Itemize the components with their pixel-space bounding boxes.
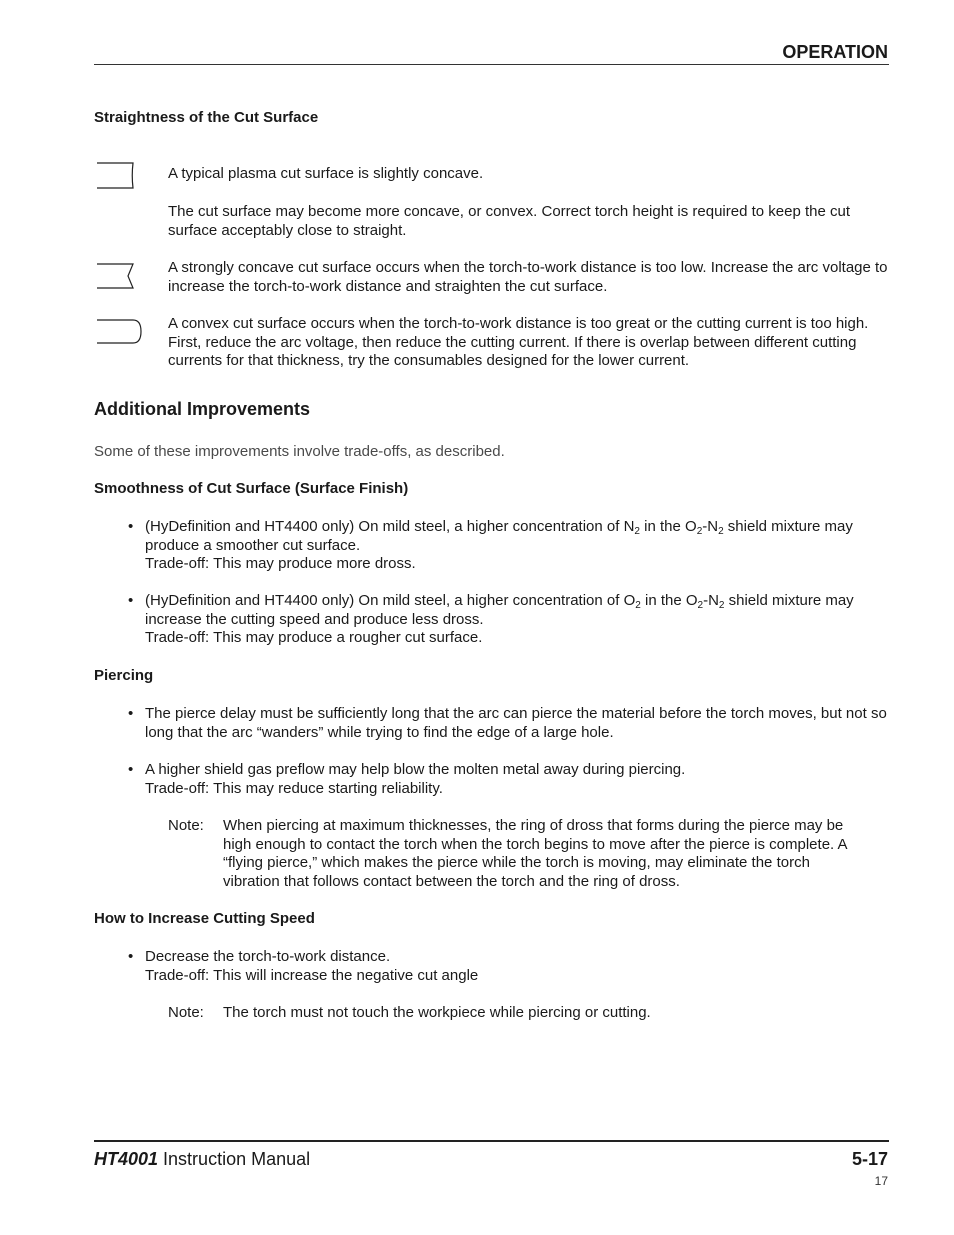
additional-intro: Some of these improvements involve trade-offs, as described. <box>94 443 505 460</box>
straightness-heading: Straightness of the Cut Surface <box>94 109 319 126</box>
footer-manual-title: HT4001 Instruction Manual <box>94 1149 311 1169</box>
tradeoff-text: Trade-off: This may produce a rougher cut surface. <box>145 629 483 646</box>
piercing-note <box>168 817 868 897</box>
bullet-marker: • <box>128 948 134 965</box>
list-item <box>128 705 888 745</box>
bullet-text: Decrease the torch-to-work distance. Trade-off: This will increase the negative cut angle <box>145 948 479 984</box>
bullet-text: A higher shield gas preflow may help blow the molten metal away during piercing. Trade-off: This may reduce starting reliability. <box>145 761 686 797</box>
tradeoff-text: Trade-off: This may reduce starting reliability. <box>145 779 443 797</box>
tradeoff-text: Trade-off: This may produce more dross. <box>145 555 416 572</box>
smoothness-heading: Smoothness of Cut Surface (Surface Finish) <box>94 480 409 497</box>
typical-cut-diagram <box>95 162 137 192</box>
note-label: Note: <box>168 817 204 834</box>
additional-heading: Additional Improvements <box>94 399 311 419</box>
model-name: HT4001 <box>94 1149 159 1169</box>
concave-cut-diagram <box>95 262 137 292</box>
note-text: The torch must not touch the workpiece while piercing or cutting. <box>223 1004 651 1021</box>
bullet-text: (HyDefinition and HT4400 only) On mild steel, a higher concentration of $N_2$ in the $O_2-N_2$ shield mixture may produce a smoother cut surface. Trade-off: This may produce more dross. <box>145 518 853 572</box>
convex-cut-diagram <box>95 318 143 348</box>
tradeoff-text: Trade-off: This will increase the negative cut angle <box>145 966 479 984</box>
note-text: When piercing at maximum thicknesses, the ring of dross that forms during the pierce may be high enough to contact the torch when the torch begins to move after the pierce is complete. A “flying pierce,” which makes the pierce while the torch is moving, may eliminate the torch vibration that follows contact between the torch and the ring of dross. <box>223 817 847 890</box>
speed-note <box>168 1004 868 1026</box>
typical-cut-text: A typical plasma cut surface is slightly concave. <box>168 165 484 182</box>
concave-cut-text: A strongly concave cut surface occurs when the torch-to-work distance is too low. Increase the arc voltage to increase the torch-to-work distance and straighten the cut surface. <box>168 259 888 295</box>
convex-cut-text: A convex cut surface occurs when the torch-to-work distance is too great or the cutting current is too high. First, reduce the arc voltage, then reduce the cutting current. If there is overlap between different cutting currents for that thickness, try the consumables designed for the lower current. <box>168 315 869 369</box>
footer-rule <box>94 1140 889 1142</box>
list-item <box>128 761 888 801</box>
note-label: Note: <box>168 1004 204 1021</box>
speed-heading: How to Increase Cutting Speed <box>94 910 315 927</box>
bullet-marker: • <box>128 518 134 535</box>
bullet-text: The pierce delay must be sufficiently long that the arc can pierce the material before the torch moves, but not so long that the arc “wanders” while trying to find the edge of a large hole. <box>145 705 887 741</box>
bullet-marker: • <box>128 705 134 722</box>
bullet-marker: • <box>128 592 134 609</box>
section-title: OPERATION <box>782 42 888 62</box>
footer-page-label: 5-17 <box>851 1149 888 1169</box>
straightness-intro: The cut surface may become more concave, or convex. Correct torch height is required to keep the cut surface acceptably close to straight. <box>168 203 850 239</box>
header-rule <box>94 64 889 65</box>
bullet-marker: • <box>128 761 134 778</box>
piercing-heading: Piercing <box>94 667 154 684</box>
list-item <box>128 592 888 652</box>
page-number: 17 <box>874 1174 888 1188</box>
bullet-text: (HyDefinition and HT4400 only) On mild steel, a higher concentration of $O_2$ in the $O_2-N_2$ shield mixture may increase the cutting speed and produce less dross. Trade-off: This may produce a rougher cut surface. <box>145 592 854 646</box>
list-item <box>128 518 888 578</box>
list-item <box>128 948 888 988</box>
